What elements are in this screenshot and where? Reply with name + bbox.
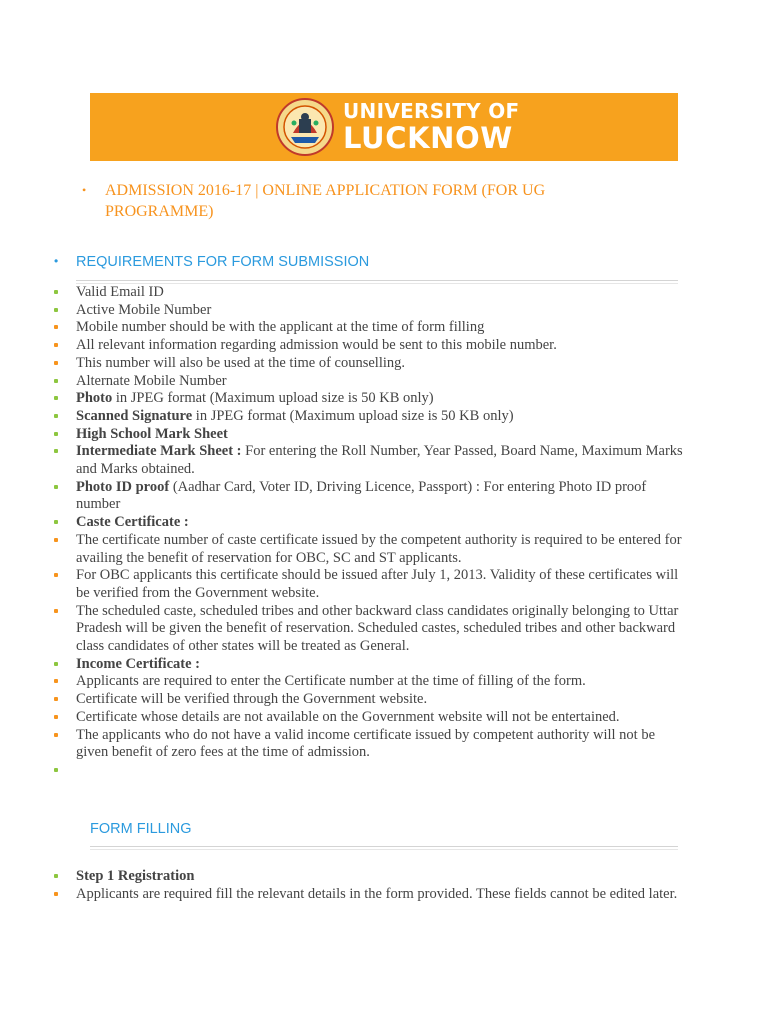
list-item-text: Valid Email ID [76, 284, 164, 300]
list-item [54, 673, 684, 691]
requirements-heading [54, 253, 370, 271]
orange-bullet-icon [54, 733, 58, 737]
list-item-text: (Aadhar Card, Voter ID, Driving Licence, Passport) : For entering Photo ID proof number [76, 478, 647, 513]
orange-bullet-icon [54, 697, 58, 701]
list-item [54, 373, 684, 391]
university-name-line2: LUCKNOW [343, 121, 513, 155]
list-item-bold-label: Scanned Signature [76, 407, 193, 424]
list-item-text: in JPEG format (Maximum upload size is 50 KB only) [192, 407, 514, 424]
list-item [54, 762, 684, 780]
list-item [54, 302, 684, 320]
orange-bullet-icon [54, 361, 58, 365]
list-item-text: in JPEG format (Maximum upload size is 50 KB only) [112, 390, 434, 407]
green-bullet-icon [54, 396, 58, 400]
list-item-text: Alternate Mobile Number [76, 372, 227, 389]
list-item-bold-label: Intermediate Mark Sheet : [76, 443, 242, 460]
university-name-line1: UNIVERSITY OF [343, 99, 520, 123]
list-item-text: For entering the Roll Number, Year Passed, Board Name, Maximum Marks and Marks obtained. [76, 443, 683, 478]
requirements-list [54, 284, 684, 780]
list-item [54, 727, 684, 762]
list-item-text: For OBC applicants this certificate should be issued after July 1, 2013. Validity of these certificates will be verified from the Government website. [76, 567, 679, 601]
list-item-bold-label: Photo [76, 390, 113, 407]
list-item-text: This number will also be used at the time of counselling. [76, 354, 406, 371]
bullet-icon: • [54, 254, 59, 268]
green-bullet-icon [54, 432, 58, 436]
list-item [54, 514, 684, 532]
green-bullet-icon [54, 874, 58, 878]
list-item [54, 284, 684, 302]
list-item-bold-label: High School Mark Sheet [76, 425, 228, 442]
divider [90, 846, 678, 850]
green-bullet-icon [54, 662, 58, 666]
orange-bullet-icon [54, 325, 58, 329]
form-filling-heading: FORM FILLING [90, 821, 192, 837]
orange-bullet-icon [54, 538, 58, 542]
green-bullet-icon [54, 290, 58, 294]
list-item [54, 603, 684, 656]
green-bullet-icon [54, 308, 58, 312]
list-item-text: Mobile number should be with the applicant at the time of form filling [76, 319, 485, 336]
orange-bullet-icon [54, 715, 58, 719]
university-seal-logo [275, 97, 335, 157]
list-item-text: The certificate number of caste certificate issued by the competent authority is required to be entered for availing the benefit of reservation for OBC, SC and ST applicants. [76, 531, 682, 566]
green-bullet-icon [54, 449, 58, 453]
form-filling-list [54, 868, 684, 903]
green-bullet-icon [54, 520, 58, 524]
list-item-bold-label: Photo ID proof [76, 478, 170, 495]
admission-link-text[interactable]: ADMISSION 2016-17 | ONLINE APPLICATION FORM (FOR UG PROGRAMME) [105, 182, 546, 220]
list-item [54, 426, 684, 444]
list-item-text: Applicants are required fill the relevant details in the form provided. These fields cannot be edited later. [76, 885, 678, 902]
list-item-bold-label: Caste Certificate : [76, 514, 189, 531]
list-item [54, 886, 684, 904]
list-item-text: All relevant information regarding admission would be sent to this mobile number. [76, 337, 557, 354]
list-item-text: Active Mobile Number [76, 301, 212, 318]
list-item [54, 567, 684, 602]
list-item [54, 443, 684, 478]
list-item [54, 656, 684, 674]
green-bullet-icon [54, 768, 58, 772]
orange-bullet-icon [54, 573, 58, 577]
list-item [54, 709, 684, 727]
list-item-text: Applicants are required to enter the Certificate number at the time of filling of the form. [76, 673, 586, 690]
list-item [54, 479, 684, 514]
list-item [54, 868, 684, 886]
list-item [54, 337, 684, 355]
bullet-icon: • [82, 183, 87, 197]
orange-bullet-icon [54, 892, 58, 896]
list-item [54, 691, 684, 709]
list-item [54, 355, 684, 373]
orange-bullet-icon [54, 343, 58, 347]
orange-bullet-icon [54, 679, 58, 683]
list-item-bold-label: Income Certificate : [76, 655, 200, 672]
list-item [54, 319, 684, 337]
green-bullet-icon [54, 485, 58, 489]
list-item [54, 532, 684, 567]
requirements-heading-text: REQUIREMENTS FOR FORM SUBMISSION [76, 254, 370, 270]
list-item-text: Certificate will be verified through the Government website. [76, 691, 428, 708]
list-item [54, 408, 684, 426]
orange-bullet-icon [54, 609, 58, 613]
green-bullet-icon [54, 379, 58, 383]
list-item-text: The scheduled caste, scheduled tribes and other backward class candidates originally belonging to Uttar Pradesh will be given the benefit of reservation. Scheduled castes, scheduled tribes and other backward class candidates of other states will be treated as General. [76, 602, 679, 655]
list-item [54, 390, 684, 408]
university-banner [90, 93, 678, 161]
list-item-text: Certificate whose details are not available on the Government website will not be entertained. [76, 708, 620, 725]
list-item-text: The applicants who do not have a valid income certificate issued by competent authority will not be given benefit of zero fees at the time of admission. [76, 726, 656, 761]
list-item-bold-label: Step 1 Registration [76, 868, 195, 884]
green-bullet-icon [54, 414, 58, 418]
